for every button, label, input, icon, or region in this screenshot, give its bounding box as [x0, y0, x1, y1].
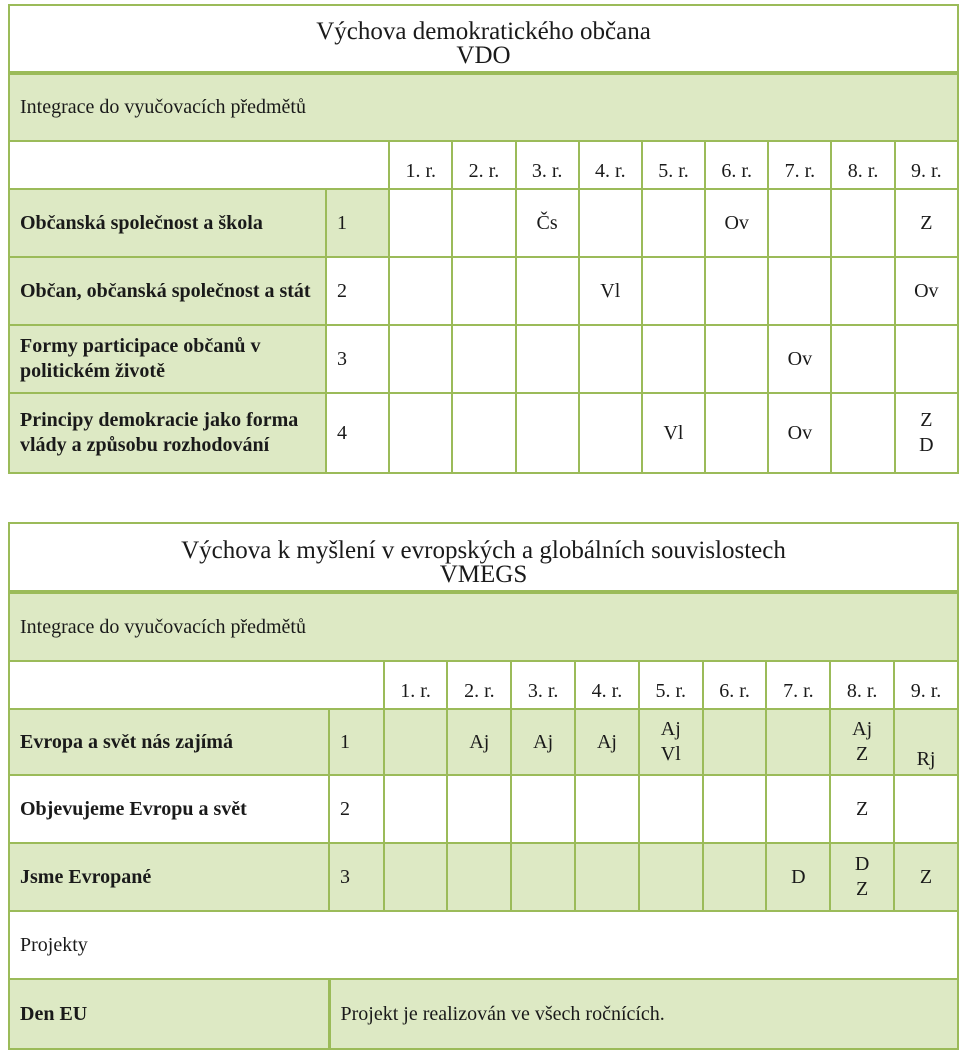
- vmegs-grade-header-blank: [9, 661, 384, 709]
- vdo-grade-9: 9. r.: [895, 141, 958, 189]
- vdo-row-label: Principy demokracie jako forma vlády a způsobu rozhodování: [9, 393, 326, 473]
- vdo-cell: [642, 257, 705, 325]
- vdo-cell: [895, 325, 958, 393]
- vdo-cell: [516, 393, 579, 473]
- vmegs-grade-9: 9. r.: [894, 661, 958, 709]
- vdo-row-number: 3: [326, 325, 389, 393]
- vdo-title-cell: [9, 5, 958, 73]
- vdo-cell: [389, 257, 452, 325]
- vdo-cell: [768, 189, 831, 257]
- vdo-abbr: VDO: [456, 42, 511, 69]
- vdo-row-number: 4: [326, 393, 389, 473]
- table-row: [9, 979, 958, 1049]
- table-row: [9, 775, 958, 843]
- vdo-row-label: Občanská společnost a škola: [9, 189, 326, 257]
- vmegs-grade-4: 4. r.: [575, 661, 639, 709]
- vmegs-cell: [575, 843, 639, 911]
- projects-heading: Projekty: [9, 911, 958, 979]
- vmegs-cell: [703, 775, 767, 843]
- table-row: [9, 325, 958, 393]
- vmegs-cell: [639, 775, 703, 843]
- vmegs-row-label: Evropa a svět nás zajímá: [9, 709, 329, 775]
- vmegs-cell: [384, 775, 448, 843]
- vdo-cell: [831, 393, 894, 473]
- vdo-cell: [452, 189, 515, 257]
- vdo-grade-3: 3. r.: [516, 141, 579, 189]
- table-row: [9, 843, 958, 911]
- vmegs-cell: D Z: [830, 843, 894, 911]
- vmegs-abbr: VMEGS: [439, 561, 528, 588]
- vdo-cell: Vl: [642, 393, 705, 473]
- vdo-cell: Ov: [768, 325, 831, 393]
- vdo-cell: Vl: [579, 257, 642, 325]
- project-name: Den EU: [9, 979, 329, 1049]
- vmegs-cell: [511, 843, 575, 911]
- table-row: [9, 393, 958, 473]
- vmegs-row-number: 1: [329, 709, 384, 775]
- vdo-cell: [768, 257, 831, 325]
- vmegs-cell: Aj: [511, 709, 575, 775]
- vdo-grade-6: 6. r.: [705, 141, 768, 189]
- vmegs-cell: Z: [894, 843, 958, 911]
- vdo-cell: Z: [895, 189, 958, 257]
- vmegs-grade-6: 6. r.: [703, 661, 767, 709]
- vdo-integration-heading: Integrace do vyučovacích předmětů: [9, 73, 958, 141]
- table-row: [9, 257, 958, 325]
- vmegs-table: [8, 522, 959, 1050]
- vmegs-cell: [894, 775, 958, 843]
- vmegs-cell: [447, 843, 511, 911]
- vmegs-grade-3: 3. r.: [511, 661, 575, 709]
- vmegs-cell: [766, 775, 830, 843]
- vmegs-title: Výchova k myšlení v evropských a globálních souvislostech: [181, 537, 786, 564]
- vdo-cell: [642, 325, 705, 393]
- vdo-cell: Ov: [705, 189, 768, 257]
- vmegs-cell: Rj: [894, 709, 958, 775]
- vdo-cell: [452, 257, 515, 325]
- vmegs-grade-8: 8. r.: [830, 661, 894, 709]
- vdo-grade-7: 7. r.: [768, 141, 831, 189]
- vmegs-cell: [384, 709, 448, 775]
- table-row: [9, 189, 958, 257]
- vmegs-row-label: Jsme Evropané: [9, 843, 329, 911]
- vdo-row-label: Občan, občanská společnost a stát: [9, 257, 326, 325]
- vmegs-cell: [703, 709, 767, 775]
- vmegs-cell: [639, 843, 703, 911]
- vdo-cell: [516, 257, 579, 325]
- vmegs-integration-heading: Integrace do vyučovacích předmětů: [9, 592, 958, 661]
- vdo-cell: [705, 325, 768, 393]
- vmegs-row-number: 3: [329, 843, 384, 911]
- vmegs-grade-2: 2. r.: [447, 661, 511, 709]
- vmegs-cell: [384, 843, 448, 911]
- vmegs-cell: Aj Z: [830, 709, 894, 775]
- vmegs-cell: D: [766, 843, 830, 911]
- vmegs-grade-1: 1. r.: [384, 661, 448, 709]
- vmegs-cell: [447, 775, 511, 843]
- vdo-cell: Ov: [895, 257, 958, 325]
- vdo-cell: Čs: [516, 189, 579, 257]
- vdo-cell: [452, 325, 515, 393]
- vdo-cell: [579, 393, 642, 473]
- vdo-cell: Ov: [768, 393, 831, 473]
- vdo-grade-header-blank: [9, 141, 389, 189]
- vmegs-grade-5: 5. r.: [639, 661, 703, 709]
- vdo-cell: [389, 325, 452, 393]
- vmegs-row-number: 2: [329, 775, 384, 843]
- vdo-cell: [452, 393, 515, 473]
- vmegs-cell: [766, 709, 830, 775]
- vdo-table: [8, 4, 959, 474]
- vdo-cell: [389, 189, 452, 257]
- vdo-grade-5: 5. r.: [642, 141, 705, 189]
- vmegs-cell: [703, 843, 767, 911]
- vdo-cell: [831, 325, 894, 393]
- vmegs-grade-7: 7. r.: [766, 661, 830, 709]
- vmegs-title-cell: [9, 523, 958, 592]
- vdo-row-label: Formy participace občanů v politickém životě: [9, 325, 326, 393]
- vdo-cell: [831, 189, 894, 257]
- vdo-row-number: 2: [326, 257, 389, 325]
- vmegs-cell: Aj: [447, 709, 511, 775]
- vmegs-cell: Aj Vl: [639, 709, 703, 775]
- vdo-grade-1: 1. r.: [389, 141, 452, 189]
- table-row: [9, 709, 958, 775]
- vmegs-cell: Z: [830, 775, 894, 843]
- project-description: Projekt je realizován ve všech ročnících.: [329, 979, 958, 1049]
- vdo-cell: [642, 189, 705, 257]
- vdo-grade-2: 2. r.: [452, 141, 515, 189]
- vdo-title: Výchova demokratického občana: [316, 18, 651, 45]
- vdo-cell: [579, 325, 642, 393]
- vdo-cell: [579, 189, 642, 257]
- vdo-cell: [516, 325, 579, 393]
- vdo-row-number: 1: [326, 189, 389, 257]
- vdo-cell: Z D: [895, 393, 958, 473]
- vdo-cell: [389, 393, 452, 473]
- vmegs-cell: [511, 775, 575, 843]
- vmegs-row-label: Objevujeme Evropu a svět: [9, 775, 329, 843]
- vdo-grade-8: 8. r.: [831, 141, 894, 189]
- vmegs-cell: [575, 775, 639, 843]
- vdo-cell: [831, 257, 894, 325]
- vdo-cell: [705, 257, 768, 325]
- vdo-grade-4: 4. r.: [579, 141, 642, 189]
- vdo-cell: [705, 393, 768, 473]
- vmegs-cell: Aj: [575, 709, 639, 775]
